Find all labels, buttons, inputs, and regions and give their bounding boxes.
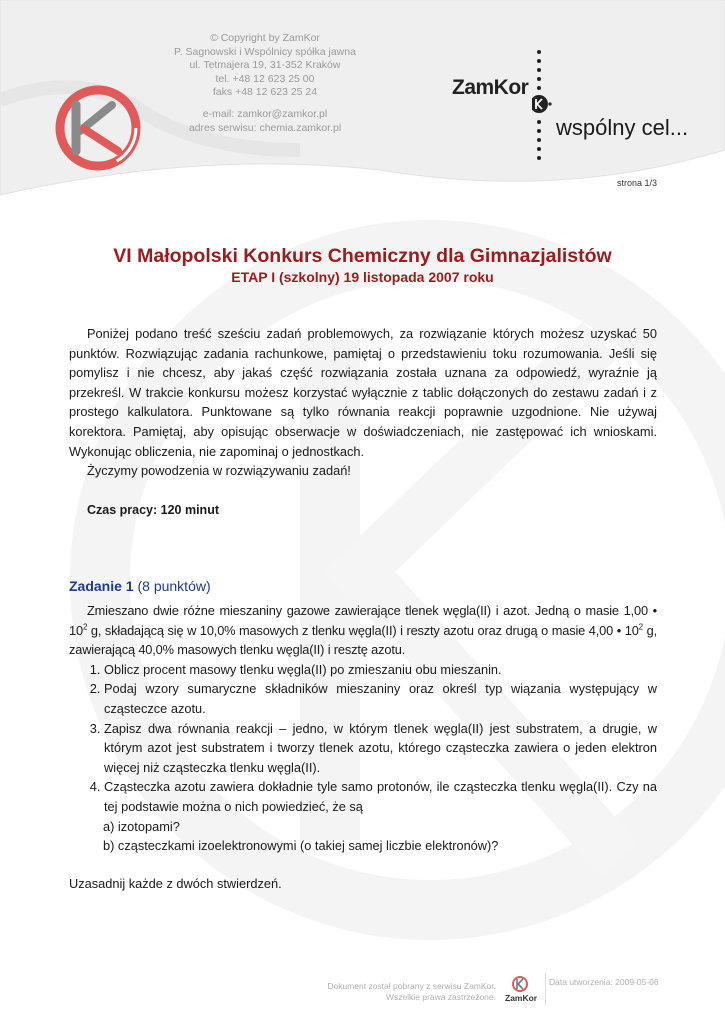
task-body: [69, 601, 657, 856]
publisher-info: [150, 32, 380, 135]
document-title: [0, 244, 725, 286]
task-closing: Uzasadnij każde z dwóch stwierdzeń.: [69, 876, 282, 891]
subitem-a: a) izotopami?: [103, 818, 180, 834]
question-list: [69, 660, 657, 817]
task-heading: [69, 578, 211, 594]
footer-brand: ZamKor: [505, 993, 538, 1003]
dots-decoration-icon: [532, 48, 562, 163]
tagline: wspólny cel...: [556, 115, 689, 140]
task-title: Zadanie 1: [69, 578, 134, 594]
website-line: adres serwisu: chemia.zamkor.pl: [188, 121, 342, 134]
fax-line: faks +48 12 623 25 24: [212, 86, 318, 99]
footer-divider: [545, 972, 546, 1006]
exponent-2: 2: [638, 622, 643, 632]
lead-part-1: Zmieszano dwie różne mieszaniny gazowe zawierające tlenek węgla(II) i azot. Jedną o masie 1,00 • 10: [69, 603, 657, 638]
company-line: P. Sagnowski i Wspólnicy spółka jawna: [174, 45, 356, 58]
subitem-b: b) cząsteczkami izoelektronowymi (o takiej samej liczbie elektronów)?: [103, 838, 499, 854]
intro-paragraph: Poniżej podano treść sześciu zadań problemowych, za rozwiązanie których możesz uzyskać 50 punktów. Rozwiązując zadania rachunkowe, pamiętaj o przedstawieniu toku rozumowania. Jeśli się pomylisz i nie chcesz, aby jakaś część rozwiązania została uznana za odpowiedź, wyraźnie ją przekreśl. W trakcie konkursu możesz korzystać wyłącznie z tablic dołączonych do zestawu zadań i z prostego kalkulatora. Punktowane są tylko równania reakcji poprawnie uzgodnione. Nie używaj korektora. Pamiętaj, aby opisując obserwacje w doświadczeniach, nie zastępować ich wnioskami. Wykonując obliczenia, nie zapominaj o jednostkach.: [69, 326, 657, 459]
page-number: strona 1/3: [616, 178, 657, 188]
exponent-1: 2: [82, 622, 88, 632]
lead-part-2: g, składającą się w 10,0% masowych z tlenku węgla(II) i reszty azotu oraz drugą o masie 4,00 • 10: [87, 622, 639, 638]
task-lead: [69, 601, 657, 660]
intro-section: [69, 324, 657, 481]
question-item: 1. Oblicz procent masowy tlenku węgla(II) po zmieszaniu obu mieszanin.: [104, 660, 657, 680]
question-item: 4. Cząsteczka azotu zawiera dokładnie tyle samo protonów, ile cząsteczka tlenku węgla(II). Czy na tej podstawie można o nich powiedzieć, że są: [104, 777, 657, 816]
question-item: 2. Podaj wzory sumaryczne składników mieszaniny oraz określ typ wiązania występujący w cząsteczce azotu.: [104, 679, 657, 718]
address-line: ul. Tetmajera 19, 31-352 Kraków: [189, 59, 341, 72]
footer-notice: [300, 981, 496, 1003]
copyright-line: © Copyright by ZamKor: [210, 32, 320, 44]
lead-part-3: g, zawierającą 40,0% masowych tlenku węgla(II) i resztę azotu.: [69, 622, 657, 658]
task-points: (8 punktów): [137, 578, 211, 594]
brand-name: ZamKor: [452, 76, 529, 99]
intro-wishes: Życzymy powodzenia w rozwiązywaniu zadań!: [87, 463, 351, 479]
footer-date: Data utworzenia: 2009-05-06: [549, 977, 659, 987]
time-limit: Czas pracy: 120 minut: [87, 503, 219, 517]
footer-line-1: Dokument został pobrany z serwisu ZamKor.: [327, 981, 496, 991]
zamkor-logo-icon: [52, 85, 144, 171]
footer-line-2: Wszelkie prawa zastrzeżone.: [385, 992, 496, 1002]
email-line: e-mail: zamkor@zamkor.pl: [202, 107, 328, 120]
title-main: VI Małopolski Konkurs Chemiczny dla Gimnazjalistów: [113, 245, 612, 267]
question-item: 3. Zapisz dwa równania reakcji – jedno, w którym tlenek węgla(II) jest substratem, a drugie, w którym azot jest substratem i tworzy tlenek azotu, którego cząsteczka zawiera o jeden elektron więcej niż cząsteczka tlenku węgla(II).: [104, 719, 657, 778]
phone-line: tel. +48 12 623 25 00: [215, 72, 315, 85]
title-sub: ETAP I (szkolny) 19 listopada 2007 roku: [231, 269, 494, 285]
